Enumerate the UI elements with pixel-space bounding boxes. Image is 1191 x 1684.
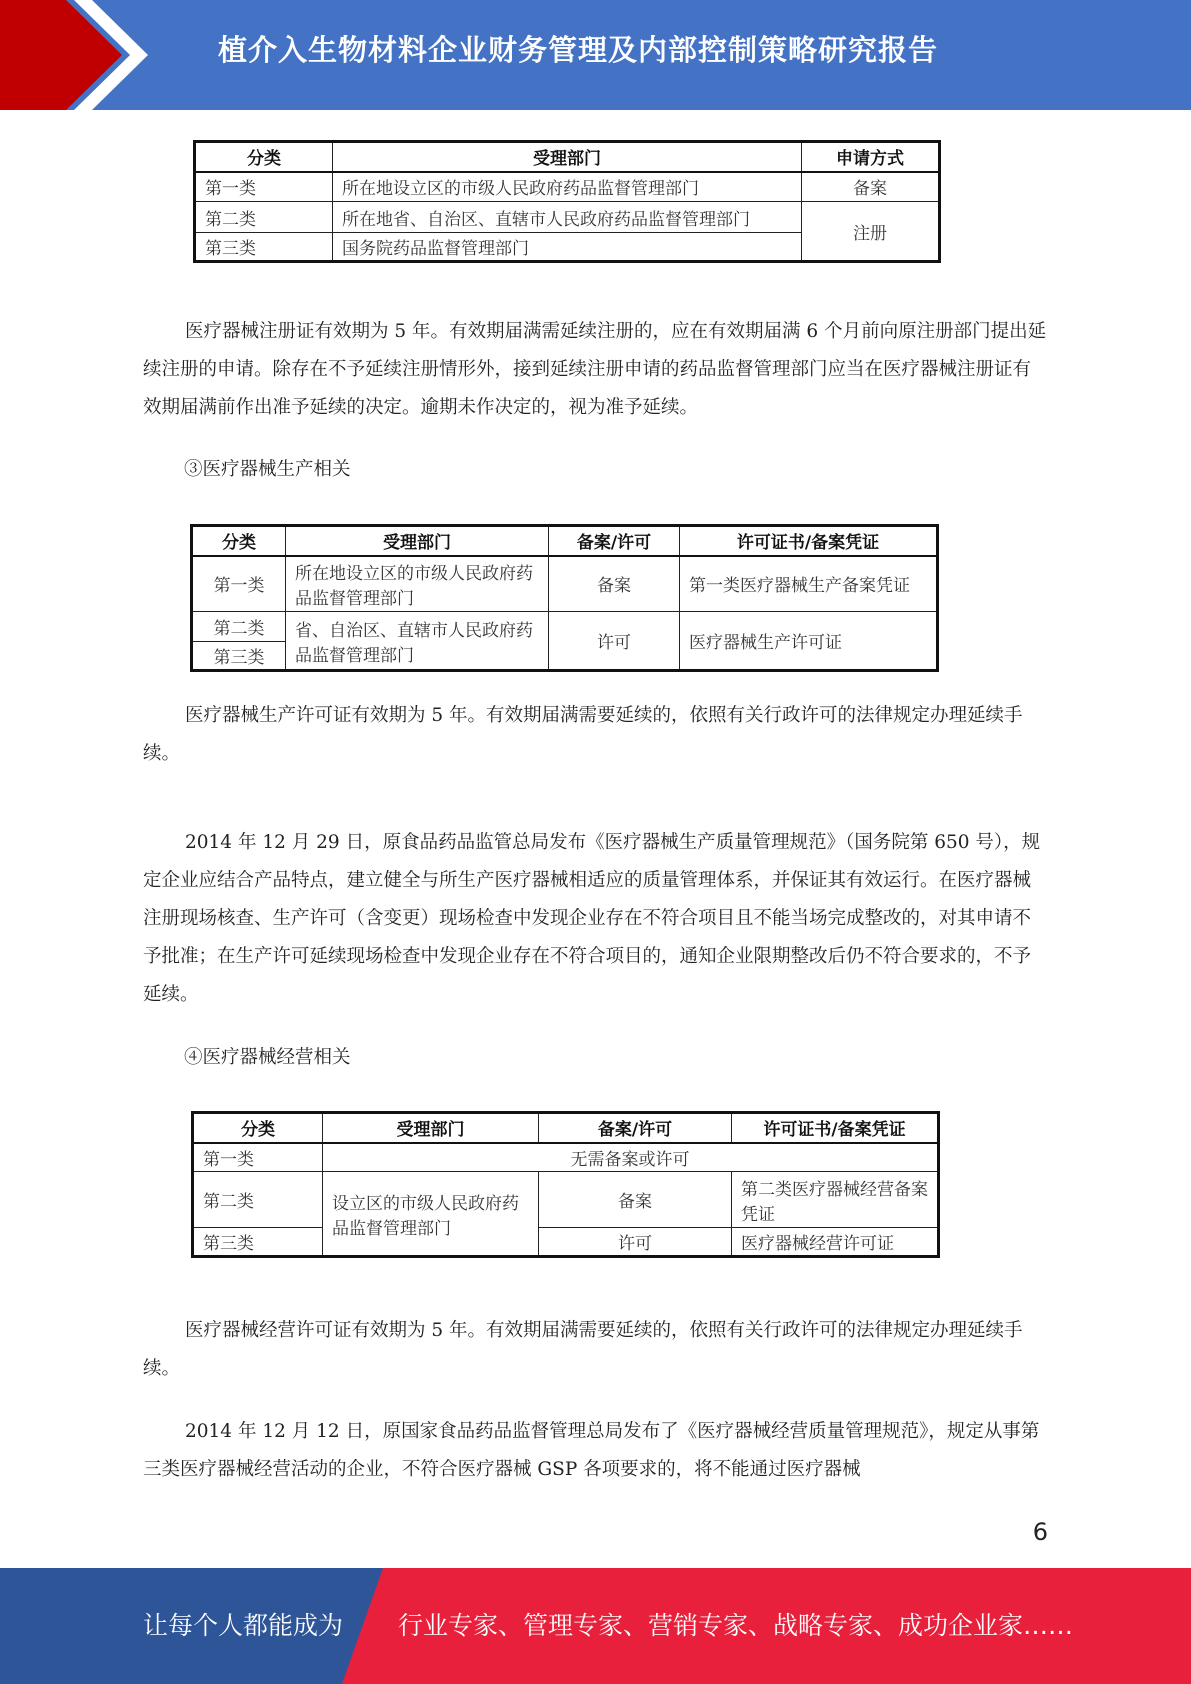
section-heading: ④医疗器械经营相关 xyxy=(184,1047,351,1068)
table-cell: 第一类 xyxy=(192,556,286,612)
table-cell: 备案 xyxy=(802,172,940,202)
table-cell: 所在地设立区的市级人民政府药品监督管理部门 xyxy=(286,556,549,612)
table-cell: 第二类医疗器械经营备案凭证 xyxy=(732,1172,939,1228)
table-cell: 许可 xyxy=(549,612,680,671)
table-cell: 第三类 xyxy=(193,1228,323,1257)
section-heading: ③医疗器械生产相关 xyxy=(184,459,351,480)
table-cell: 备案 xyxy=(549,556,680,612)
table-cell: 第一类 xyxy=(195,172,333,202)
table-row xyxy=(193,1228,939,1257)
table-row xyxy=(193,1172,939,1228)
table-header: 受理部门 xyxy=(286,526,549,556)
table-cell: 省、自治区、直辖市人民政府药品监督管理部门 xyxy=(286,612,549,671)
table-cell: 注册 xyxy=(802,202,940,262)
table-row xyxy=(192,612,938,642)
table-cell: 第三类 xyxy=(192,642,286,671)
table-cell: 备案 xyxy=(539,1172,732,1228)
page-header xyxy=(0,0,1191,110)
table-cell: 许可 xyxy=(539,1228,732,1257)
production-table xyxy=(190,524,939,672)
table-header: 受理部门 xyxy=(333,142,802,172)
page-number: 6 xyxy=(1032,1518,1048,1546)
table-cell: 第二类 xyxy=(195,202,333,233)
report-title: 植介入生物材料企业财务管理及内部控制策略研究报告 xyxy=(218,33,939,67)
paragraph: 医疗器械经营许可证有效期为 5 年。有效期届满需要延续的，依照有关行政许可的法律规定办理延续手续。 xyxy=(143,1320,1023,1379)
table-cell: 国务院药品监督管理部门 xyxy=(333,233,802,262)
distribution-table xyxy=(191,1111,940,1258)
paragraph: 医疗器械注册证有效期为 5 年。有效期届满需延续注册的，应在有效期届满 6 个月前向原注册部门提出延续注册的申请。除存在不予延续注册情形外，接到延续注册申请的药品监督管理部门应当在医疗器械注册证有效期届满前作出准予延续的决定。逾期未作决定的，视为准予延续。 xyxy=(143,321,1047,418)
table-header: 受理部门 xyxy=(323,1113,539,1143)
footer-slogan-left: 让每个人都能成为 xyxy=(143,1611,344,1640)
table-header: 许可证书/备案凭证 xyxy=(732,1113,939,1143)
paragraph: 医疗器械生产许可证有效期为 5 年。有效期届满需要延续的，依照有关行政许可的法律规定办理延续手续。 xyxy=(143,705,1023,764)
table-cell: 第二类 xyxy=(192,612,286,642)
table-cell: 第一类 xyxy=(193,1143,323,1172)
table-header: 许可证书/备案凭证 xyxy=(680,526,938,556)
table-cell: 所在地省、自治区、直辖市人民政府药品监督管理部门 xyxy=(333,202,802,233)
table-cell: 医疗器械经营许可证 xyxy=(732,1228,939,1257)
page-footer xyxy=(0,1568,1191,1684)
table-header: 备案/许可 xyxy=(539,1113,732,1143)
footer-slogan-right: 行业专家、管理专家、营销专家、战略专家、成功企业家…… xyxy=(398,1611,1074,1640)
table-cell: 第一类医疗器械生产备案凭证 xyxy=(680,556,938,612)
table-header: 分类 xyxy=(192,526,286,556)
table-row xyxy=(195,202,940,233)
table-header: 备案/许可 xyxy=(549,526,680,556)
table-row xyxy=(195,172,940,202)
table-cell: 第二类 xyxy=(193,1172,323,1228)
table-header: 申请方式 xyxy=(802,142,940,172)
paragraph: 2014 年 12 月 29 日，原食品药品监管总局发布《医疗器械生产质量管理规范》（国务院第 650 号），规定企业应结合产品特点，建立健全与所生产医疗器械相适应的质量管理体系，并保证其有效运行。在医疗器械注册现场核查、生产许可（含变更）现场检查中发现企业存在不符合项目且不能当场完成整改的，对其申请不予批准；在生产许可延续现场检查中发现企业存在不符合项目的，通知企业限期整改后仍不符合要求的，不予延续。 xyxy=(143,832,1041,1005)
table-cell: 无需备案或许可 xyxy=(323,1143,939,1172)
table-cell: 医疗器械生产许可证 xyxy=(680,612,938,671)
table-cell: 设立区的市级人民政府药品监督管理部门 xyxy=(323,1172,539,1257)
table-header: 分类 xyxy=(193,1113,323,1143)
table-cell: 第三类 xyxy=(195,233,333,262)
table-header: 分类 xyxy=(195,142,333,172)
table-row xyxy=(192,556,938,612)
registration-table xyxy=(193,140,941,263)
paragraph: 2014 年 12 月 12 日，原国家食品药品监督管理总局发布了《医疗器械经营质量管理规范》，规定从事第三类医疗器械经营活动的企业，不符合医疗器械 GSP 各项要求的，将不能通过医疗器械 xyxy=(143,1421,1040,1480)
table-row xyxy=(193,1143,939,1172)
table-cell: 所在地设立区的市级人民政府药品监督管理部门 xyxy=(333,172,802,202)
chevron-logo-icon xyxy=(0,0,160,110)
